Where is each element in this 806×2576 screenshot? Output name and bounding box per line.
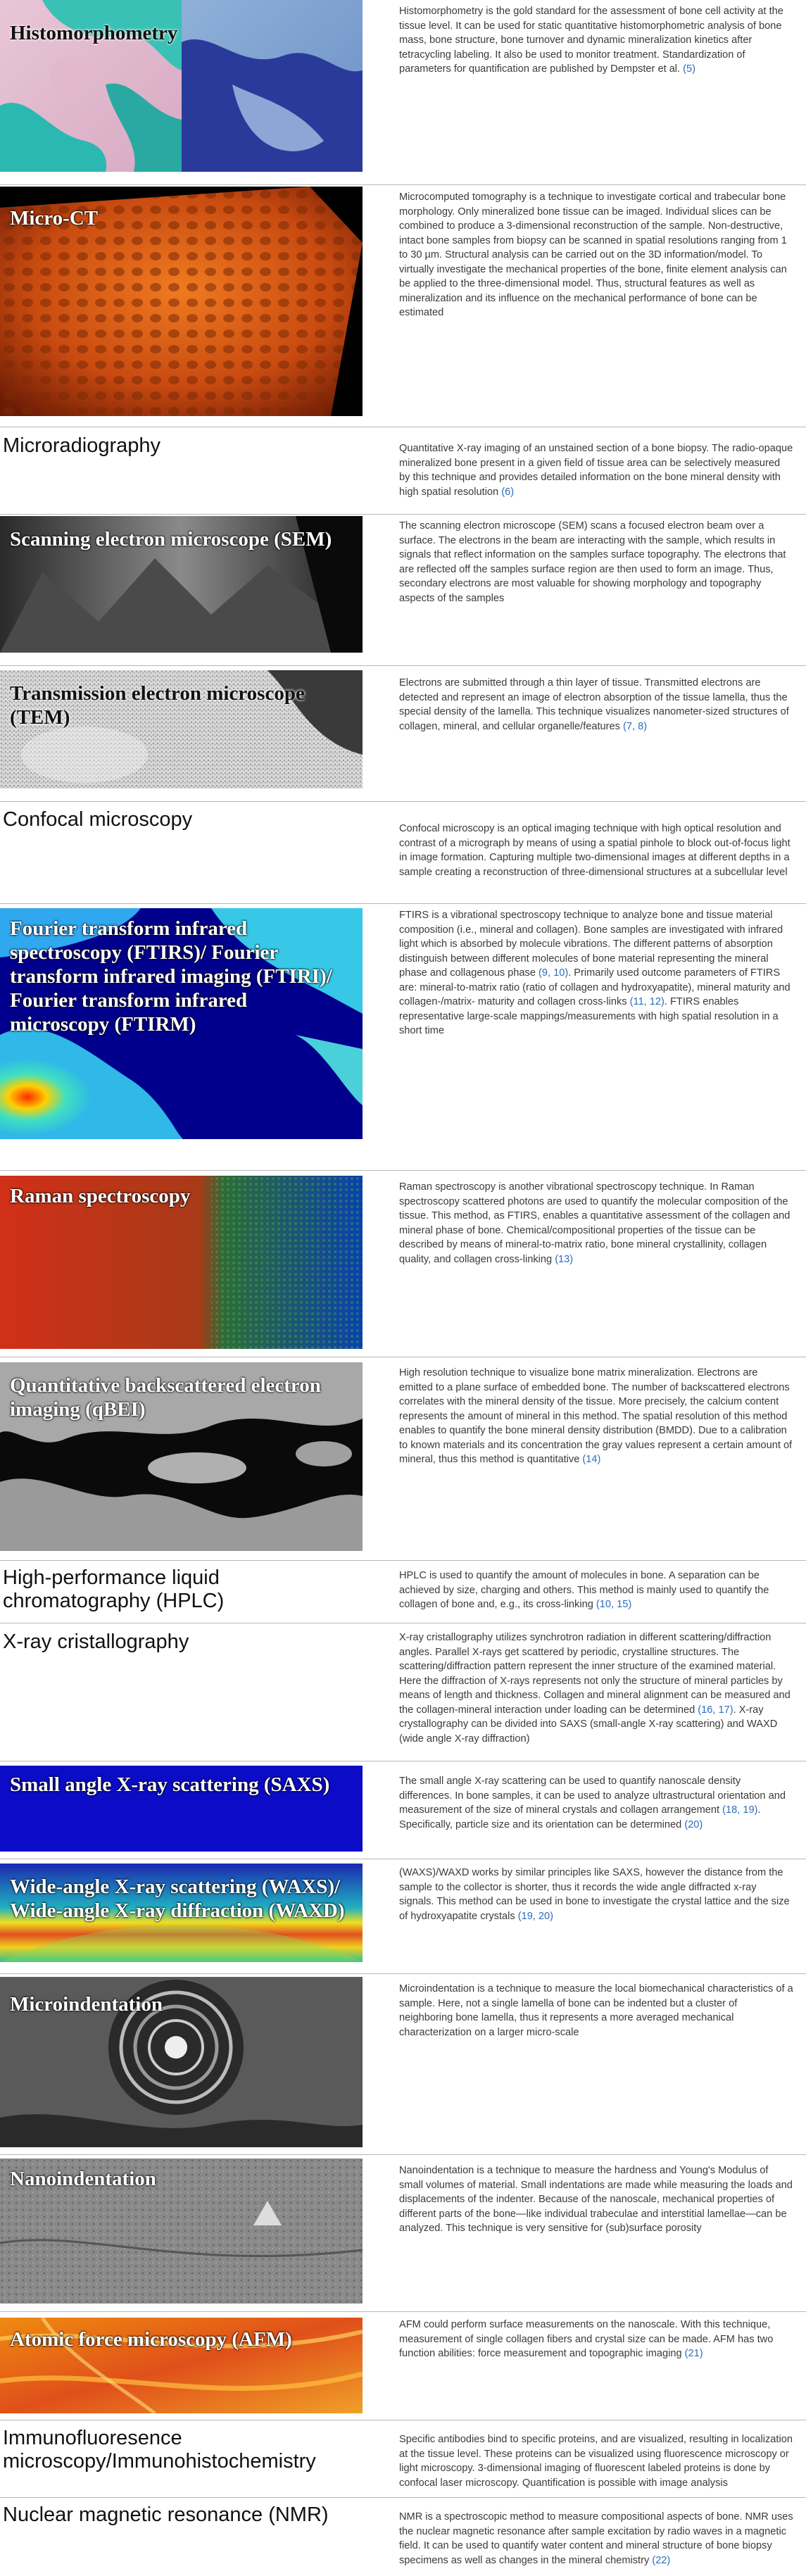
description: Microcomputed tomography is a technique to investigate cortical and trabecular bone morphology. Only mineralized bone tissue can be imaged. Individual slices can be combined to produce a 3-dimensional reconstruction of the sample. Non-destructive, intact bone samples from biopsy can be scanned in spatial resolutions ranging from 1 to 30 µm. Structural analysis can be carried out on the 3D information/model. To virtually investigate the mechanical properties of the bone, finite element analysis can be applied to the three-dimensional model. Thus, structural features as well as mineralization and its influence on the mechanical performance of bone can be estimated [399,191,787,318]
panel-label: Quantitative backscattered electron imaging (qBEI) [10,1374,321,1421]
description: (WAXS)/WAXD works by similar principles like SAXS, however the distance from the sample to the collector is shorter, thus it records the wide angle diffracted x-ray signals. This method can be used in bone to investigate the crystal lattice and the size of hydroxyapatite crystals (19, 20) [399,1867,790,1922]
description: The small angle X-ray scattering can be used to quantify nanoscale density differences. In bone samples, it can be used to analyze ultrastructural orientation and measurement of the size of mineral crystals and collagen arrangement (18, 19). Specifically, particle size and its orientation can be determined (20) [399,1776,786,1830]
divider [0,1170,806,1171]
divider [0,665,806,666]
divider [0,2311,806,2312]
divider [0,184,806,185]
saxs-image [0,1766,363,1852]
row-title: Confocal microscopy [3,808,193,831]
row-title: Nuclear magnetic resonance (NMR) [3,2503,329,2526]
panel-label: Small angle X-ray scattering (SAXS) [10,1773,330,1796]
raman-image [0,1176,363,1349]
description: Histomorphometry is the gold standard for the assessment of bone cell activity at the tissue level. It can be used for static quantitative histomorphometric analysis of bone mass, bone structure, bone turnover and dynamic mineralization kinetics after tetracycling labeling. It also be used to monitor treatment. Standardization of parameters for quantification are published by Dempster et al. (5) [399,6,783,75]
description: The scanning electron microscope (SEM) scans a focused electron beam over a surface. The electrons in the beam are interacting with the sample, which results in signals that reflect information on the samples surface topography. The electrons that are reflected off the samples surface region are then used to form an image. Thus, secondary electrons are most valuable for showing morphology and topography aspects of the samples [399,520,786,604]
divider [0,1560,806,1561]
divider [0,801,806,802]
description: High resolution technique to visualize bone matrix mineralization. Electrons are emitted to a plane surface of embedded bone. The number of backscattered electrons correlates with the mineral density of the tissue. More precisely, the calcium content represents the amount of mineral in this method. The spatial resolution of this method enables to quantify the bone mineral density distribution (BMDD). Due to a calibration to known materials and its concentration the gray values represent a certain amount of mineral, thus this method is quantitative (14) [399,1367,793,1465]
sem-image [0,516,363,653]
row-title: X-ray cristallography [3,1631,189,1653]
row-title: Microradiography [3,434,161,457]
panel-label: Nanoindentation [10,2168,156,2190]
description: Nanoindentation is a technique to measure the hardness and Young's Modulus of small volumes of material. Small indentations are made while measuring the loads and displacements of the indenter. Because of the nanoscale, mechanical properties of different parts of the bone—like individual trabeculae and interstitial lamellae—can be analyzed. This technique is very sensitive for (sub)surface porosity [399,2165,793,2234]
description: Microindentation is a technique to measure the local biomechanical characteristics of a sample. Here, not a single lamella of bone can be indented but a cluster of neighboring bone lamella, thus it represents a more averaged mechanical characterization on a larger micro-scale [399,1983,793,2038]
panel-label: Scanning electron microscope (SEM) [10,528,332,551]
row-title: High-performance liquid chromatography (HPLC) [3,1566,225,1612]
ftir-image [0,908,363,1139]
description: Electrons are submitted through a thin layer of tissue. Transmitted electrons are detected and represent an image of electron absorption of the tissue lamella, thus the special density of the lamella. This technique visualizes nanometer-sized structures of collagen, mineral, and cellular organelle/features (7, 8) [399,677,789,732]
panel-label: Fourier transform infrared spectroscopy (FTIRS)/ Fourier transform infrared imaging (FTIRI)/ Fourier transform infrared microscopy (FTIRM) [10,917,332,1036]
divider [0,1973,806,1974]
description: HPLC is used to quantify the amount of molecules in bone. A separation can be achieved by size, charging and others. This method is mainly used to quantify the collagen of bone and, e.g., its cross-linking (10, 15) [399,1570,769,1610]
panel-label: Wide-angle X-ray scattering (WAXS)/ Wide-angle X-ray diffraction (WAXD) [10,1876,345,1922]
description: Raman spectroscopy is another vibrational spectroscopy technique. In Raman spectroscopy scattered photons are used to quantify the molecular composition of the tissue. This method, as FTIRS, enables a quantitative assessment of the collagen and mineral phase of bone. Chemical/compositional properties of the tissue can be described by means of mineral-to-matrix ratio, bone mineral crystallinity, collagen quality, and collagen cross-linking (13) [399,1181,791,1265]
panel-label: Micro-CT [10,207,99,230]
panel-label: Microindentation [10,1993,163,2016]
micro-ct-image [0,187,363,416]
row-title: Immunofluoresence microscopy/Immunohistochemistry [3,2427,316,2473]
description: NMR is a spectroscopic method to measure compositional aspects of bone. NMR uses the nuclear magnetic resonance after sample excitation by radio waves in a magnetic field. It can be used to quantify water content and mineral structure of bone biopsy specimens as well as changes in the mineral chemistry (22) [399,2511,793,2566]
tem-image [0,670,363,788]
description: Specific antibodies bind to specific proteins, and are visualized, resulting in localization at the tissue level. These proteins can be visualized using fluorescence microscopy or light microscopy. 3-dimensional imaging of fluorescent labeled proteins is done by confocal laser microscopy. Quantification is possible with image analysis [399,2434,793,2489]
waxs-image [0,1864,363,1962]
microindentation-image [0,1977,363,2147]
description: X-ray cristallography utilizes synchrotron radiation in different scattering/diffraction angles. Parallel X-rays get scattered by periodic, crystalline structures. The scattering/diffraction pattern represent the inner structure of the examined material. Here the diffraction of X-rays represents not only the structure of mineral particles by means of length and thickness. Collagen and mineral alignment can be measured and the collagen-mineral interaction under loading can be determined (16, 17). X-ray crystallography can be divided into SAXS (small-angle X-ray scattering) and WAXD (wide angle X-ray diffraction) [399,1632,791,1745]
description: Quantitative X-ray imaging of an unstained section of a bone biopsy. The radio-opaque mineralized bone present in a given field of tissue area can be selectively measured by this technique and provides detailed information on the bone mineral density with high spatial resolution (6) [399,443,793,498]
divider [0,903,806,904]
divider [0,514,806,515]
divider [0,2154,806,2155]
panel-label: Raman spectroscopy [10,1185,191,1207]
panel-label: Transmission electron microscope (TEM) [10,682,305,729]
divider [0,2497,806,2498]
description: Confocal microscopy is an optical imaging technique with high optical resolution and contrast of a micrograph by means of using a spatial pinhole to block out-of-focus light in image formation. Capturing multiple two-dimensional images at different depths in a sample creating a reconstruction of three-dimensional structures at a subcellular level [399,823,791,878]
panel-label: Atomic force microscopy (AFM) [10,2328,292,2351]
panel-label: Histomorphometry [10,22,178,44]
description: FTIRS is a vibrational spectroscopy technique to analyze bone and tissue material composition (i.e., mineral and collagen). Bone samples are investigated with infrared light which is absorbed by molecule vibrations. The different patterns of absorption distinguish between different molecules of bone material representing the mineral phase and collagenous phase (9, 10). Primarily used outcome parameters of FTIRS are: mineral-to-matrix ratio (ratio of collagen and hydroxyapatite), mineral maturity and collagen-/matrix- maturity and collagen cross-links (11, 12). FTIRS enables representative large-scale mappings/measurements with high spatial resolution in a short time [399,910,791,1036]
histomorphometry-image [0,0,363,172]
afm-image [0,2318,363,2413]
qbei-image [0,1362,363,1551]
nanoindentation-image [0,2159,363,2304]
description: AFM could perform surface measurements on the nanoscale. With this technique, measurement of single collagen fibers and crystal size can be made. AFM has two function abilities: force measurement and topographic imaging (21) [399,2319,774,2359]
